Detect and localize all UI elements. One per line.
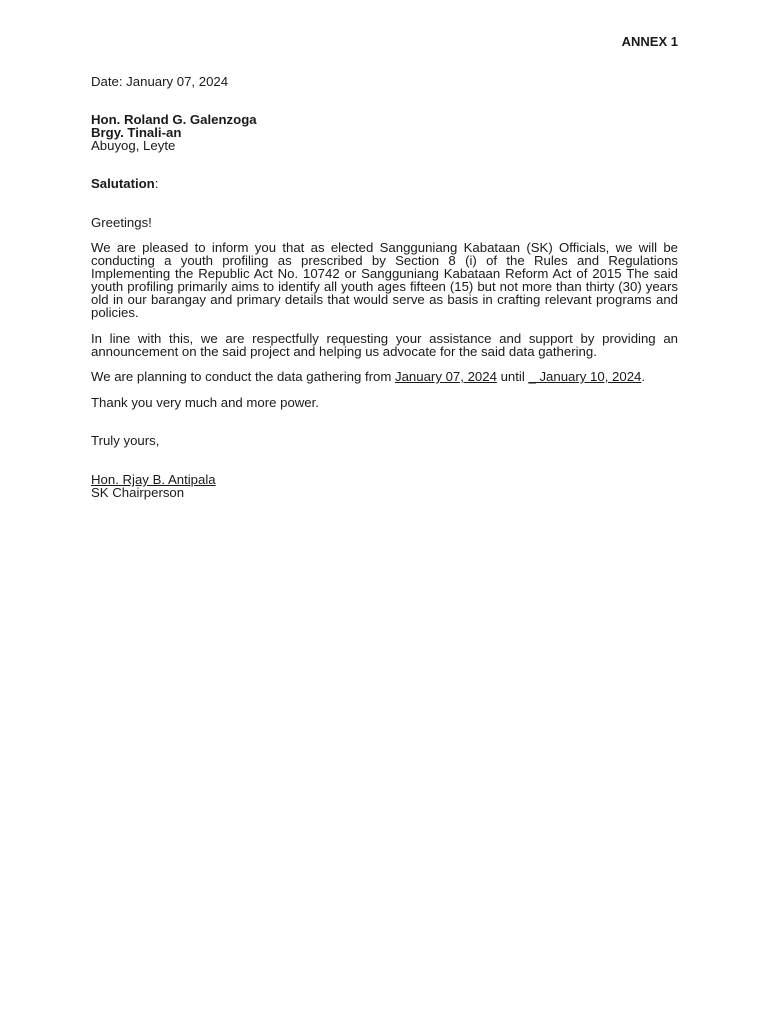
salutation-label: Salutation [91,176,155,191]
recipient-location: Abuyog, Leyte [91,137,176,153]
schedule-end-date: _ January 10, 2024 [528,369,642,384]
recipient-name: Hon. Roland G. Galenzoga [91,112,257,127]
recipient-block [91,114,678,153]
body-paragraph-2: In line with this, we are respectfully requesting your assistance and support by providing an announcement on the said project and helping us advocate for the said data gathering. [91,331,678,359]
signatory-name: Hon. Rjay B. Antipala [91,472,216,487]
schedule-prefix: We are planning to conduct the data gathering from [91,369,395,384]
salutation [91,178,678,191]
signatory-block [91,474,678,500]
schedule-middle: until [496,369,529,384]
salutation-colon: : [154,176,159,191]
body-paragraph-1: We are pleased to inform you that as elected Sangguniang Kabataan (SK) Officials, we will be conducting a youth profiling as prescribed by Section 8 (i) of the Rules and Regulations Implementing the Republic Act No. 10742 or Sangguniang Kabataan Reform Act of 2015 The said youth profiling primarily aims to identify all youth ages fifteen (15) but not more than thirty (30) years old in our barangay and primary details that would serve as basis in crafting relevant programs and policies. [91,240,678,320]
closing-line: Truly yours, [91,433,160,448]
date-line: Date: January 07, 2024 [91,74,229,89]
schedule-start-date: January 07, 2024 [395,369,497,384]
body-paragraph-4: Thank you very much and more power. [91,395,319,410]
annex-label: ANNEX 1 [621,34,678,49]
schedule-suffix: . [641,369,646,384]
body-paragraph-3 [91,371,678,384]
recipient-barangay: Brgy. Tinali-an [91,124,182,140]
signatory-title: SK Chairperson [91,484,185,500]
greeting: Greetings! [91,215,152,230]
